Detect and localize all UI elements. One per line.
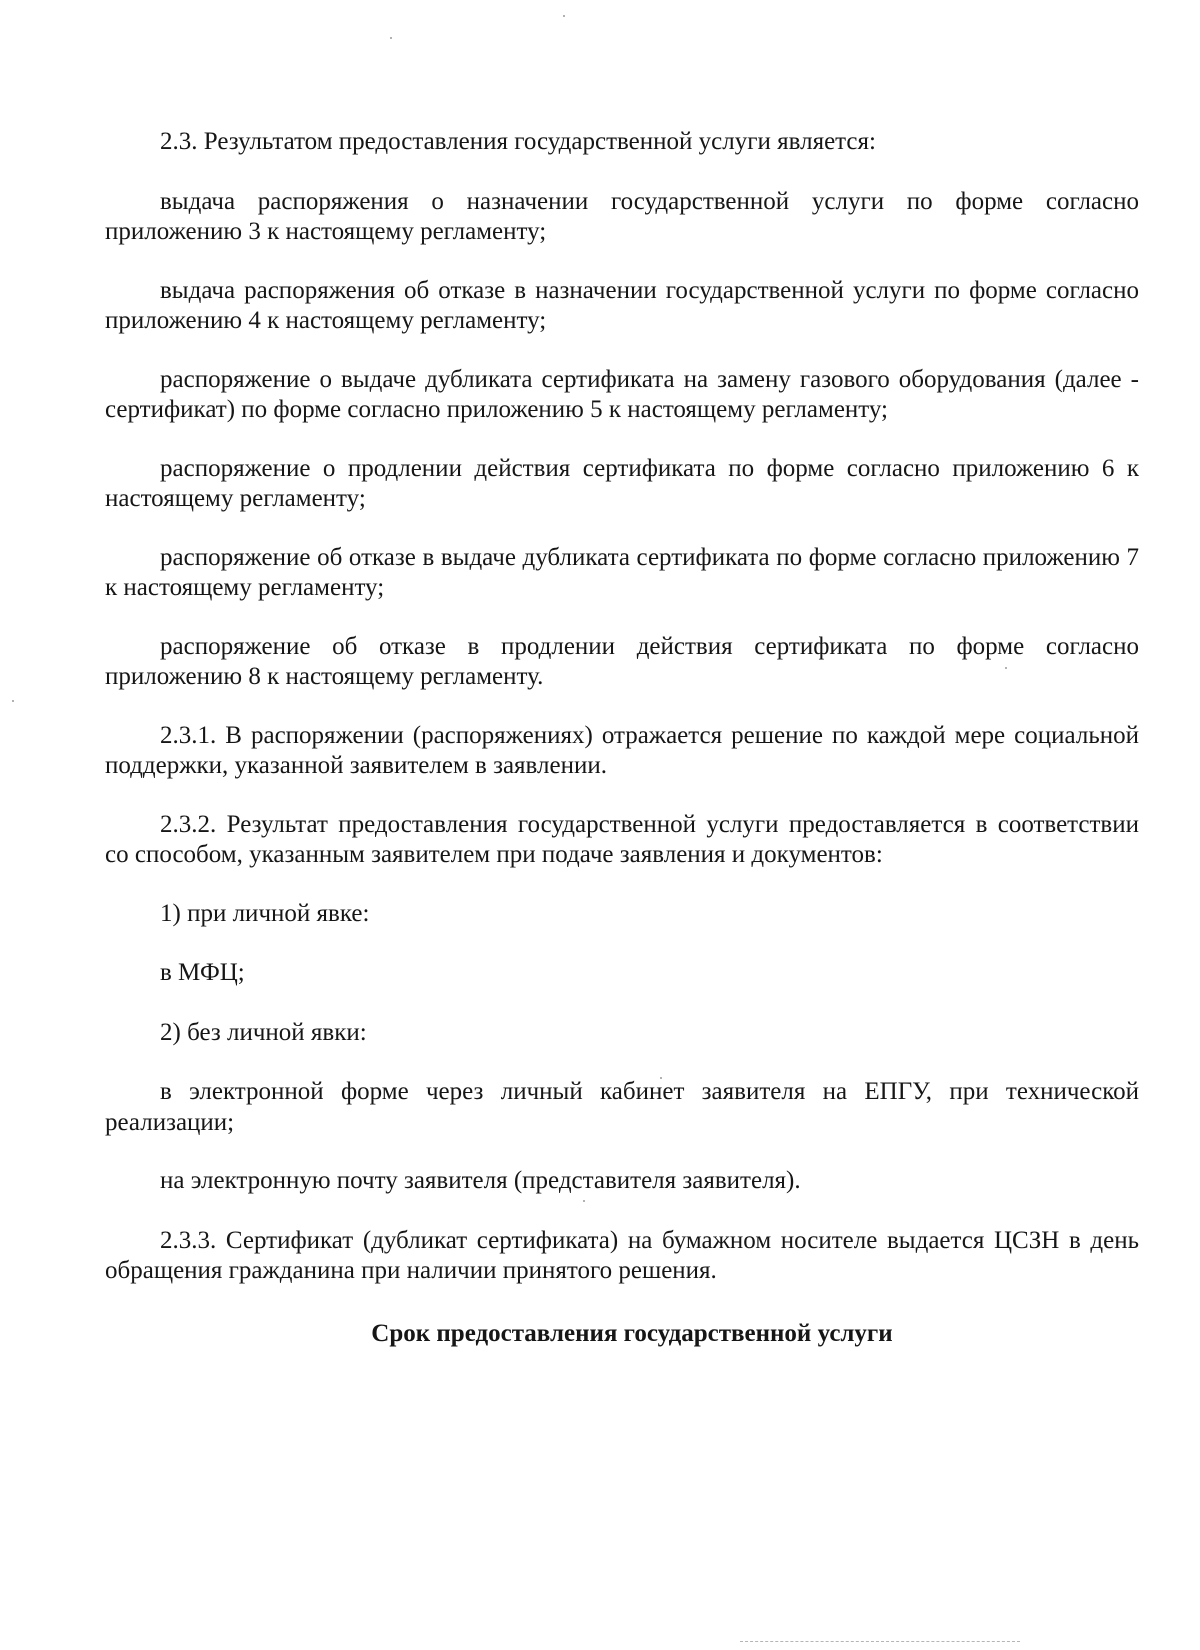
paragraph-2-3: 2.3. Результатом предоставления государственной услуги является: — [160, 128, 876, 155]
list-item-order-duplicate: распоряжение о выдаче дубликата сертификата на замену газового оборудования (далее - сертификат) по форме согласно приложению 5 к настоящему регламенту; — [105, 365, 1139, 423]
list-item-order-extension: распоряжение о продлении действия сертификата по форме согласно приложению 6 к настоящему регламенту; — [105, 454, 1139, 512]
document-body — [105, 127, 1139, 1349]
list-item-order-extension-refusal: распоряжение об отказе в продлении действия сертификата по форме согласно приложению 8 к настоящему регламенту. — [105, 632, 1139, 690]
paragraph-2-3-2: 2.3.2. Результат предоставления государственной услуги предоставляется в соответствии со способом, указанным заявителем при подаче заявления и документов: — [105, 810, 1139, 868]
list-item-order-refusal: выдача распоряжения об отказе в назначении государственной услуги по форме согласно приложению 4 к настоящему регламенту; — [105, 276, 1139, 334]
scan-edge-line — [740, 1641, 1020, 1642]
paragraph-2-3-3: 2.3.3. Сертификат (дубликат сертификата) на бумажном носителе выдается ЦСЗН в день обращения гражданина при наличии принятого решения. — [105, 1226, 1139, 1284]
list-item-order-appointment: выдача распоряжения о назначении государственной услуги по форме согласно приложению 3 к настоящему регламенту; — [105, 187, 1139, 245]
list-item-mfc: в МФЦ; — [160, 959, 245, 986]
scan-speck — [563, 15, 565, 17]
list-item-in-person: 1) при личной явке: — [160, 899, 370, 927]
list-item-email: на электронную почту заявителя (представителя заявителя). — [160, 1167, 801, 1194]
paragraph-2-3-1: 2.3.1. В распоряжении (распоряжениях) отражается решение по каждой мере социальной поддержки, указанной заявителем в заявлении. — [105, 721, 1139, 779]
scan-speck — [390, 37, 392, 39]
list-item-epgu: в электронной форме через личный кабинет заявителя на ЕПГУ, при технической реализации; — [105, 1078, 1139, 1136]
scan-speck — [12, 700, 14, 702]
section-heading: Срок предоставления государственной услуги — [371, 1319, 893, 1347]
list-item-remote: 2) без личной явки: — [160, 1018, 367, 1046]
list-item-order-duplicate-refusal: распоряжение об отказе в выдаче дубликата сертификата по форме согласно приложению 7 к настоящему регламенту; — [105, 543, 1139, 601]
